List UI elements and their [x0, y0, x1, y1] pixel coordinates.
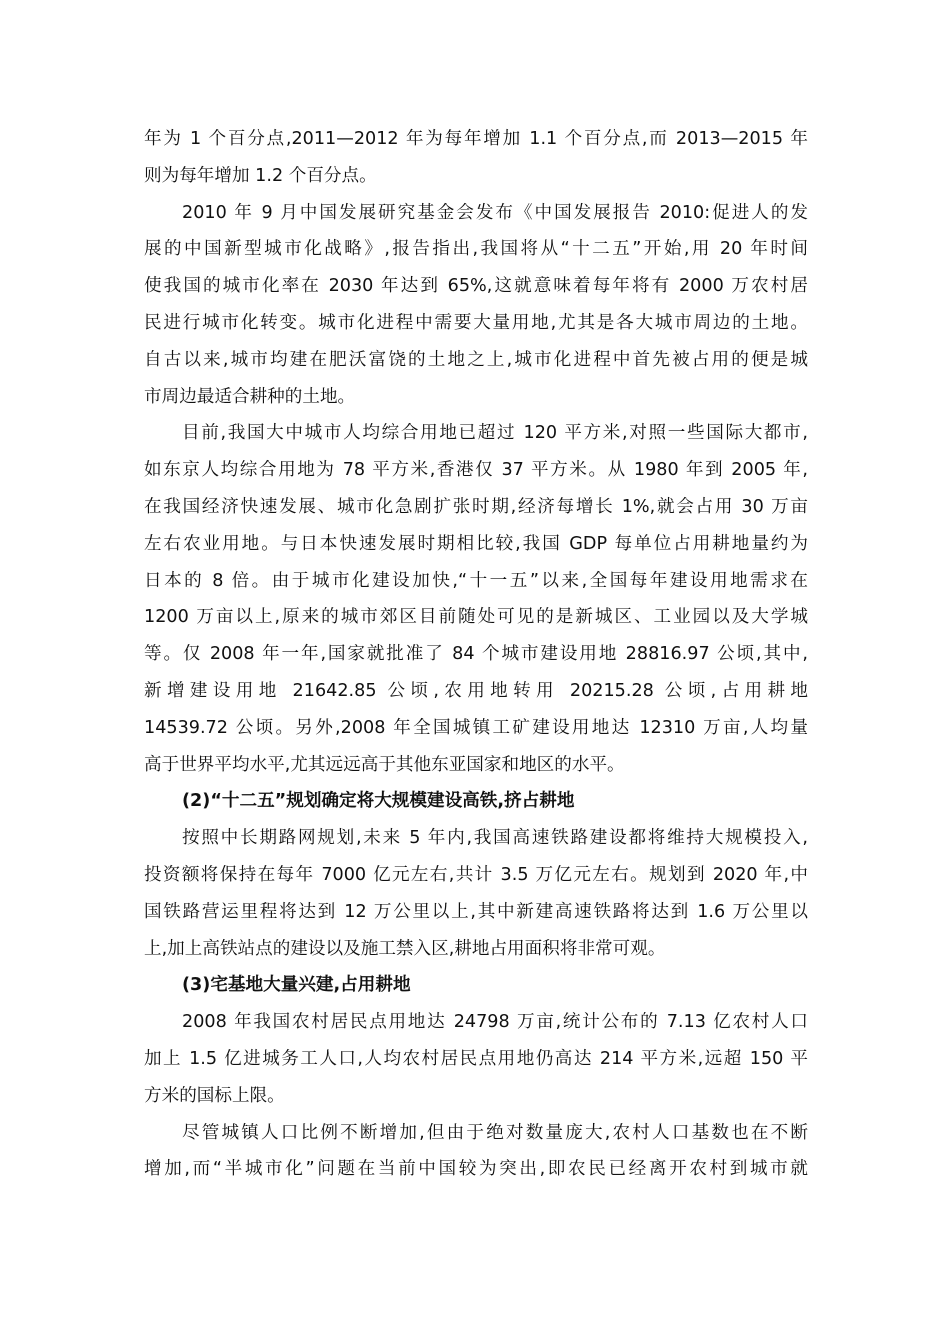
- heading-text: (3)宅基地大量兴建,占用耕地: [182, 975, 411, 996]
- paragraph: [144, 1004, 808, 1114]
- text-line: 则为每年增加 1.2 个百分点。: [144, 165, 377, 186]
- text-line: 2010 年 9 月中国发展研究基金会发布《中国发展报告 2010:促进人的发: [182, 202, 808, 223]
- text-line: 增加,而“半城市化”问题在当前中国较为突出,即农民已经离开农村到城市就: [144, 1159, 808, 1180]
- text-line: 如东京人均综合用地为 78 平方米,香港仅 37 平方米。从 1980 年到 2005 年,: [144, 460, 808, 481]
- text-line: 新增建设用地 21642.85 公顷,农用地转用 20215.28 公顷,占用耕地: [144, 680, 808, 701]
- paragraph: [144, 195, 808, 416]
- heading-text: (2)“十二五”规划确定将大规模建设高铁,挤占耕地: [182, 791, 575, 812]
- text-line: 在我国经济快速发展、城市化急剧扩张时期,经济每增长 1%,就会占用 30 万亩: [144, 496, 808, 517]
- section-heading: [144, 783, 808, 820]
- section-heading: [144, 967, 808, 1004]
- text-line: 14539.72 公顷。另外,2008 年全国城镇工矿建设用地达 12310 万亩,人均量: [144, 717, 808, 738]
- text-line: 民进行城市化转变。城市化进程中需要大量用地,尤其是各大城市周边的土地。: [144, 312, 808, 333]
- text-line: 市周边最适合耕种的土地。: [144, 386, 356, 407]
- document-body: [144, 121, 808, 1188]
- text-line: 左右农业用地。与日本快速发展时期相比较,我国 GDP 每单位占用耕地量约为: [144, 533, 808, 554]
- text-line: 日本的 8 倍。由于城市化建设加快,“十一五”以来,全国每年建设用地需求在: [144, 570, 808, 591]
- text-line: 展的中国新型城市化战略》,报告指出,我国将从“十二五”开始,用 20 年时间: [144, 239, 808, 260]
- paragraph: [144, 1115, 808, 1189]
- text-line: 尽管城镇人口比例不断增加,但由于绝对数量庞大,农村人口基数也在不断: [182, 1122, 808, 1143]
- text-line: 国铁路营运里程将达到 12 万公里以上,其中新建高速铁路将达到 1.6 万公里以: [144, 901, 808, 922]
- text-line: 等。仅 2008 年一年,国家就批准了 84 个城市建设用地 28816.97 公顷,其中,: [144, 644, 808, 665]
- text-line: 加上 1.5 亿进城务工人口,人均农村居民点用地仍高达 214 平方米,远超 150 平: [144, 1048, 808, 1069]
- text-line: 1200 万亩以上,原来的城市郊区目前随处可见的是新城区、工业园以及大学城: [144, 607, 808, 628]
- text-line: 高于世界平均水平,尤其远远高于其他东亚国家和地区的水平。: [144, 754, 625, 775]
- text-line: 自古以来,城市均建在肥沃富饶的土地之上,城市化进程中首先被占用的便是城: [144, 349, 808, 370]
- text-line: 使我国的城市化率在 2030 年达到 65%,这就意味着每年将有 2000 万农村居: [144, 276, 808, 297]
- text-line: 方米的国标上限。: [144, 1085, 285, 1106]
- text-line: 年为 1 个百分点,2011—2012 年为每年增加 1.1 个百分点,而 2013—2015 年: [144, 129, 808, 149]
- text-line: 目前,我国大中城市人均综合用地已超过 120 平方米,对照一些国际大都市,: [182, 423, 808, 444]
- paragraph: [144, 415, 808, 783]
- text-line: 按照中长期路网规划,未来 5 年内,我国高速铁路建设都将维持大规模投入,: [182, 828, 808, 849]
- text-line: 投资额将保持在每年 7000 亿元左右,共计 3.5 万亿元左右。规划到 2020 年,中: [144, 864, 808, 885]
- text-line: 2008 年我国农村居民点用地达 24798 万亩,统计公布的 7.13 亿农村人口: [182, 1012, 808, 1033]
- text-line: 上,加上高铁站点的建设以及施工禁入区,耕地占用面积将非常可观。: [144, 938, 666, 959]
- paragraph: [144, 121, 808, 195]
- paragraph: [144, 820, 808, 967]
